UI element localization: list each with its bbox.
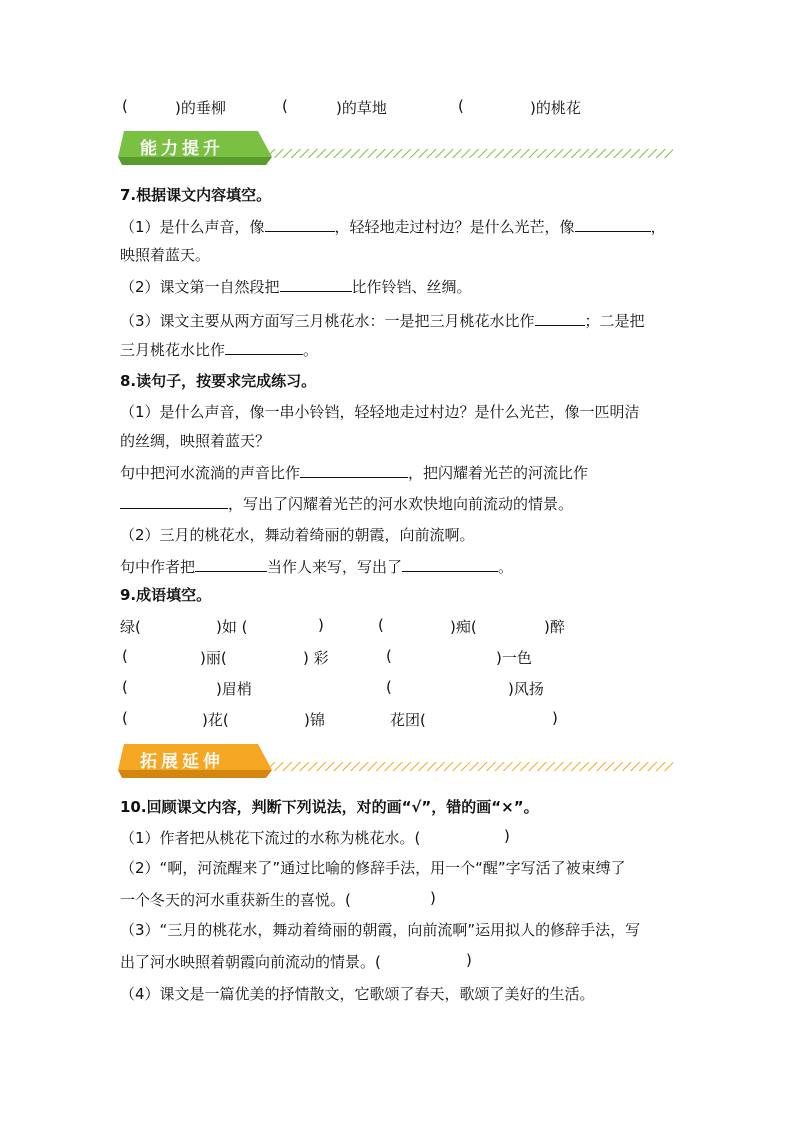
text: ) (430, 889, 436, 907)
text: （1）是什么声音，像 (120, 218, 265, 236)
text: 当作人来写，写出了 (267, 558, 403, 576)
idiom-text: )丽( (200, 649, 227, 667)
idiom-text: )眉梢 (216, 680, 252, 698)
text: 比作铃铛、丝绸。 (351, 278, 472, 296)
text: ；二是把 (584, 312, 645, 330)
text: ，把闪耀着光芒的河流比作 (408, 464, 589, 482)
question-8-title: 8.读句子，按要求完成练习。 (120, 372, 317, 390)
idiom-text: ) (318, 616, 324, 634)
text: 一个冬天的河水重获新生的喜悦。( (120, 891, 351, 909)
q8-item-2: （2）三月的桃花水，舞动着绮丽的朝霞，向前流啊。 (120, 526, 475, 544)
q8-item-1-cont: 的丝绸，映照着蓝天？ (120, 432, 271, 450)
text: ，轻轻地走过村边？是什么光芒，像 (334, 218, 575, 236)
idiom-text: )花( (202, 711, 229, 729)
answer-blank[interactable] (300, 462, 408, 478)
idiom-text: 花团( (390, 711, 426, 729)
idiom-text: ( (122, 709, 128, 727)
text: （1）作者把从桃花下流过的水称为桃花水。( (120, 829, 421, 847)
text: ，写出了闪耀着光芒的河水欢快地向前流动的情景。 (228, 495, 574, 513)
section-banner-ability (118, 127, 678, 169)
banner-title: 能力提升 (140, 139, 224, 159)
idiom-text: ( (386, 647, 392, 665)
idiom-text: )一色 (496, 649, 532, 667)
answer-blank[interactable] (402, 556, 498, 572)
answer-blank[interactable] (195, 556, 267, 572)
answer-blank[interactable] (225, 339, 303, 355)
q8-item-2-answer (120, 556, 513, 577)
answer-blank[interactable] (265, 216, 335, 232)
text: ) (466, 951, 472, 969)
fill-label: )的垂柳 (175, 99, 226, 117)
section-banner-extension (118, 740, 678, 782)
fill-label: )的草地 (336, 99, 387, 117)
paren-open: ( (282, 97, 288, 115)
paren-open: ( (122, 97, 128, 115)
idiom-text: ( (122, 647, 128, 665)
idiom-text: )痴( (450, 618, 477, 636)
idiom-text: )如 ( (216, 618, 248, 636)
q7-item-1-cont: 映照着蓝天。 (120, 246, 211, 264)
q10-item-3: （3）“三月的桃花水，舞动着绮丽的朝霞，向前流啊”运用拟人的修辞手法，写 (120, 921, 641, 939)
text: 。 (498, 558, 514, 576)
text: 句中把河水流淌的声音比作 (120, 464, 301, 482)
paren-open: ( (458, 97, 464, 115)
q10-item-4: （4）课文是一篇优美的抒情散文，它歌颂了春天，歌颂了美好的生活。 (120, 985, 595, 1003)
idiom-text: ( (122, 678, 128, 696)
idiom-text: ) (552, 709, 558, 727)
idiom-text: )锦 (304, 711, 325, 729)
idiom-text: )醉 (544, 618, 565, 636)
q10-item-2: （2）“啊，河流醒来了”通过比喻的修辞手法，用一个“醒”字写活了被束缚了 (120, 859, 626, 877)
question-9-title: 9.成语填空。 (120, 586, 212, 604)
text: 。 (303, 341, 319, 359)
text: 句中作者把 (120, 558, 196, 576)
idiom-text: 绿( (120, 618, 141, 636)
answer-blank[interactable] (575, 216, 651, 232)
answer-blank[interactable] (280, 276, 352, 292)
text: ) (504, 827, 510, 845)
answer-blank[interactable] (120, 493, 228, 509)
answer-blank[interactable] (535, 310, 585, 326)
idiom-text: ( (386, 678, 392, 696)
q7-item-3-cont (120, 339, 318, 360)
text: （3）课文主要从两方面写三月桃花水：一是把三月桃花水比作 (120, 312, 535, 330)
banner-title: 拓展延伸 (140, 752, 224, 772)
idiom-text: ( (378, 616, 384, 634)
text: （2）课文第一自然段把 (120, 278, 280, 296)
text: ， (650, 218, 666, 236)
q7-item-2 (120, 276, 472, 297)
text: 三月桃花水比作 (120, 341, 226, 359)
q7-item-1 (120, 216, 666, 237)
fill-label: )的桃花 (530, 99, 581, 117)
q8-item-1: （1）是什么声音，像一串小铃铛，轻轻地走过村边？是什么光芒，像一匹明洁 (120, 403, 640, 421)
text: 出了河水映照着朝霞向前流动的情景。( (120, 953, 381, 971)
q8-item-1-answer (120, 462, 588, 483)
question-7-title: 7.根据课文内容填空。 (120, 186, 272, 204)
q7-item-3 (120, 310, 645, 331)
idiom-text: ) 彩 (303, 649, 329, 667)
q8-item-1-answer-cont (120, 493, 573, 514)
idiom-text: )风扬 (508, 680, 544, 698)
question-10-title: 10.回顾课文内容，判断下列说法，对的画“√”，错的画“×”。 (120, 798, 539, 816)
